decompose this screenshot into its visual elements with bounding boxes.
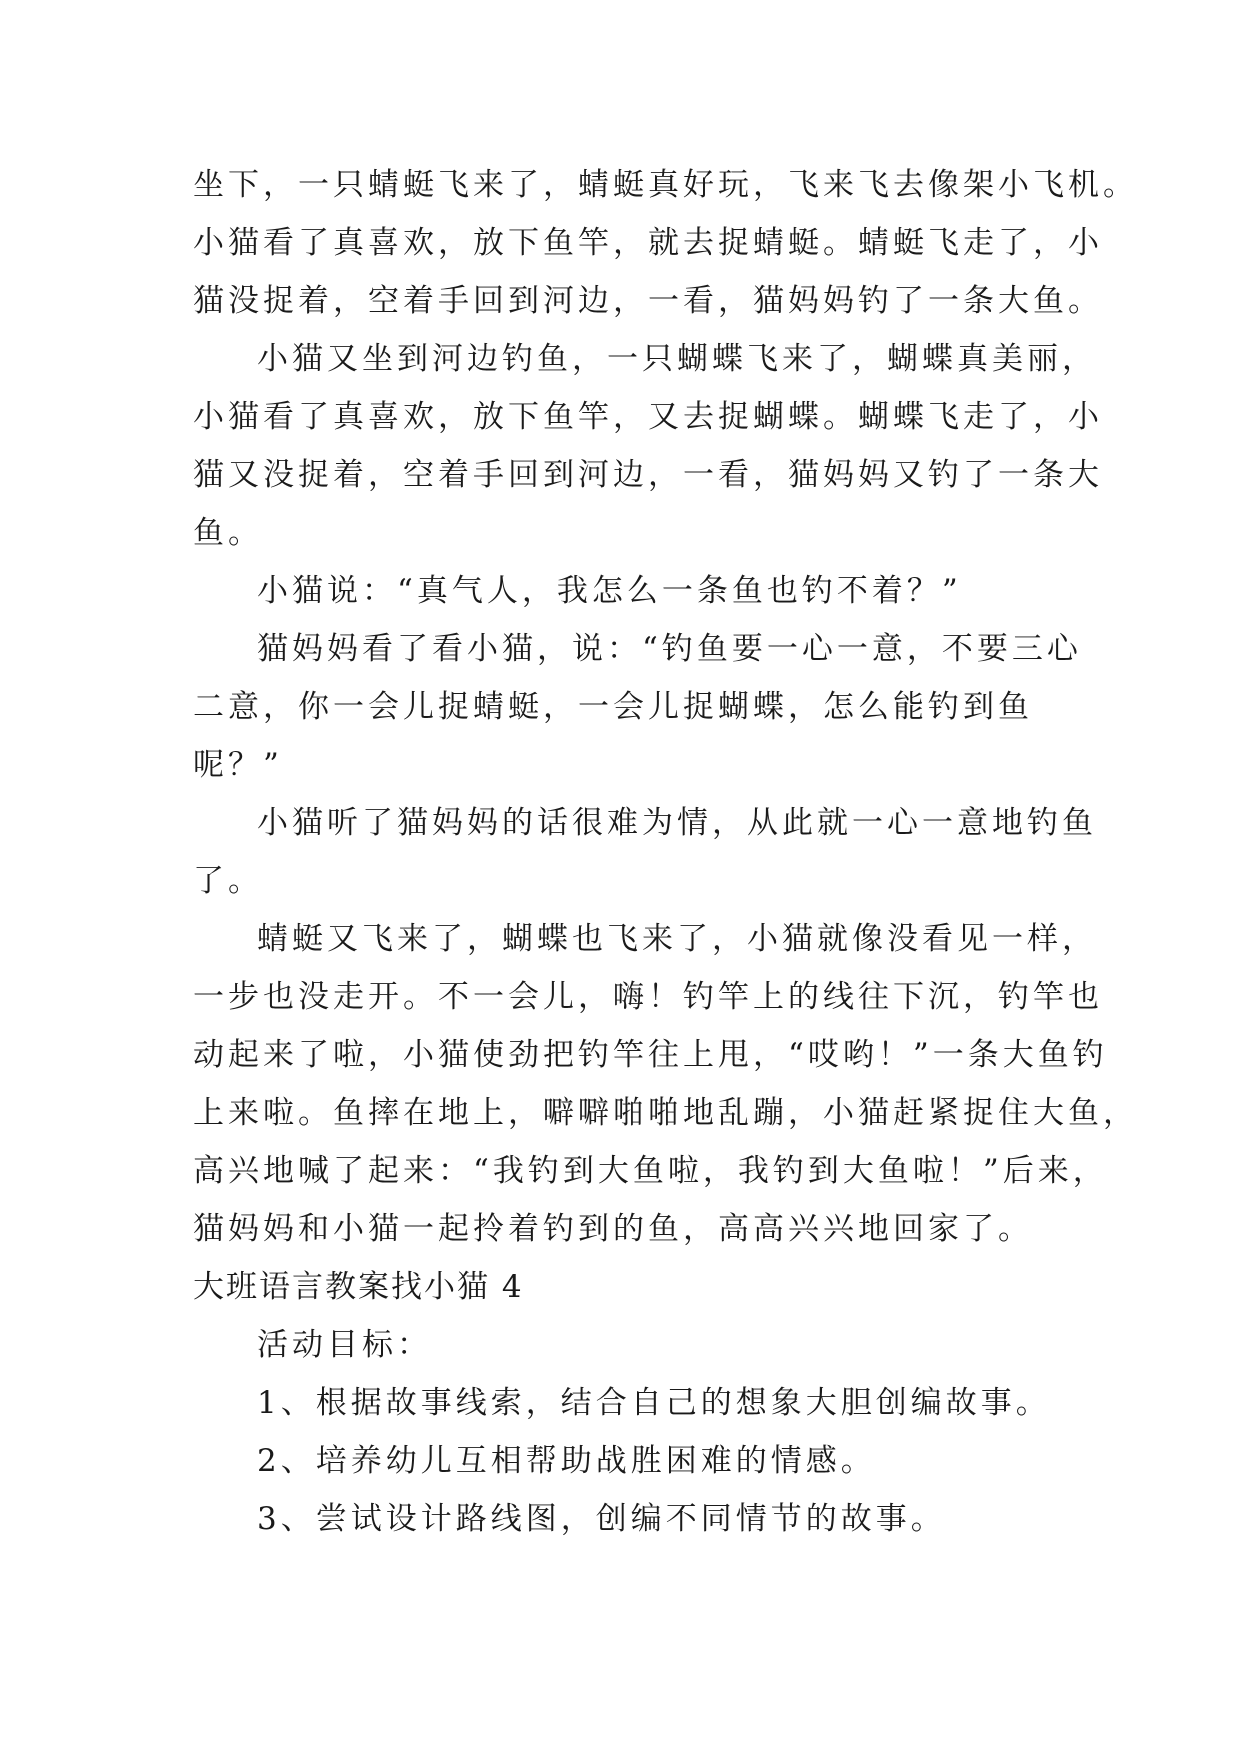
story-line: 小猫听了猫妈妈的话很难为情，从此就一心一意地钓鱼 [257,805,1097,841]
story-line: 小猫看了真喜欢，放下鱼竿，又去捉蝴蝶。蝴蝶飞走了，小 [193,399,1103,435]
story-line: 坐下，一只蜻蜓飞来了，蜻蜓真好玩，飞来飞去像架小飞机。 [193,167,1138,203]
story-line: 蜻蜓又飞来了，蝴蝶也飞来了，小猫就像没看见一样， [257,921,1097,957]
story-line: 小猫说：“真气人，我怎么一条鱼也钓不着？” [257,573,962,609]
story-line: 呢？” [193,747,283,783]
goal-item: 3、尝试设计路线图，创编不同情节的故事。 [257,1501,946,1537]
goal-item: 1、根据故事线索，结合自己的想象大胆创编故事。 [257,1385,1051,1421]
story-line: 上来啦。鱼摔在地上，噼噼啪啪地乱蹦，小猫赶紧捉住大鱼， [193,1095,1138,1131]
story-line: 了。 [193,863,263,899]
story-line: 猫又没捉着，空着手回到河边，一看，猫妈妈又钓了一条大 [193,457,1103,493]
goals-label: 活动目标： [257,1327,432,1363]
story-line: 猫妈妈和小猫一起拎着钓到的鱼，高高兴兴地回家了。 [193,1211,1033,1247]
story-line: 小猫看了真喜欢，放下鱼竿，就去捉蜻蜓。蜻蜓飞走了，小 [193,225,1103,261]
document-page [193,156,1138,1548]
story-line: 小猫又坐到河边钓鱼，一只蝴蝶飞来了，蝴蝶真美丽， [257,341,1097,377]
story-line: 鱼。 [193,515,263,551]
story-line: 一步也没走开。不一会儿，嗨！钓竿上的线往下沉，钓竿也 [193,979,1103,1015]
section-title: 大班语言教案找小猫 4 [193,1269,524,1305]
story-line: 猫没捉着，空着手回到河边，一看，猫妈妈钓了一条大鱼。 [193,283,1103,319]
goal-item: 2、培养幼儿互相帮助战胜困难的情感。 [257,1443,876,1479]
story-line: 猫妈妈看了看小猫，说：“钓鱼要一心一意，不要三心 [257,631,1082,667]
story-line: 二意，你一会儿捉蜻蜓，一会儿捉蝴蝶，怎么能钓到鱼 [193,689,1033,725]
story-line: 动起来了啦，小猫使劲把钓竿往上甩，“哎哟！”一条大鱼钓 [193,1037,1108,1073]
story-line: 高兴地喊了起来：“我钓到大鱼啦，我钓到大鱼啦！”后来， [193,1153,1108,1189]
